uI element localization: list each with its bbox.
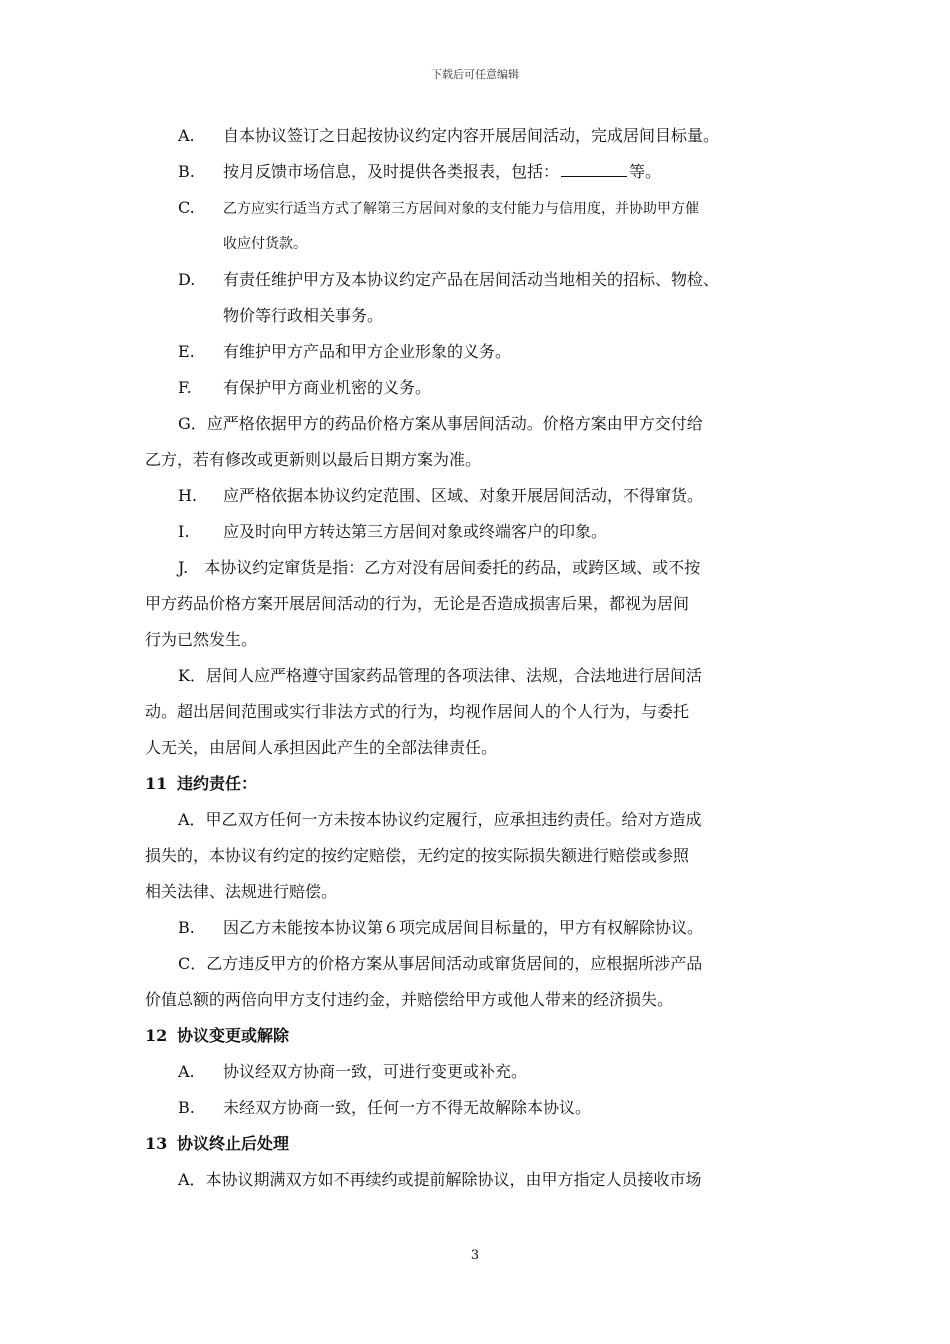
section-title: 协议变更或解除 xyxy=(177,1026,290,1045)
clause-k-continued: 人无关，由居间人承担因此产生的全部法律责任。 xyxy=(145,738,498,757)
breach-clause-a-continued: 相关法律、法规进行赔偿。 xyxy=(145,882,338,901)
clause-text: 未经双方协商一致，任何一方不得无故解除本协议。 xyxy=(223,1098,592,1117)
blank-underline xyxy=(561,162,627,177)
clause-label: B. xyxy=(178,162,195,181)
section-title: 违约责任： xyxy=(177,774,258,793)
section-heading-11 xyxy=(145,766,825,802)
page-number: 3 xyxy=(470,1248,480,1263)
clause-text: 乙方应实行适当方式了解第三方居间对象的支付能力与信用度，并协助甲方催 xyxy=(223,201,699,217)
clause-text-tail: 等。 xyxy=(629,162,662,181)
clause-text: 应严格依据本协议约定范围、区域、对象开展居间活动，不得窜货。 xyxy=(223,486,704,505)
clause-d-continued: 物价等行政相关事务。 xyxy=(223,306,384,325)
clause-label: D. xyxy=(178,270,196,289)
clause-f xyxy=(145,370,825,406)
clause-text: 因乙方未能按本协议第６项完成居间目标量的，甲方有权解除协议。 xyxy=(223,918,704,937)
clause-g: G．应严格依据甲方的药品价格方案从事居间活动。价格方案由甲方交付给 xyxy=(178,414,703,433)
clause-label: A. xyxy=(178,126,195,145)
clause-text: 按月反馈市场信息，及时提供各类报表，包括： xyxy=(223,162,560,181)
clause-text: 有责任维护甲方及本协议约定产品在居间活动当地相关的招标、物检、 xyxy=(223,270,720,289)
clause-k-continued: 动。超出居间范围或实行非法方式的行为，均视作居间人的个人行为，与委托 xyxy=(145,702,690,721)
clause-j: J. 本协议约定窜货是指：乙方对没有居间委托的药品，或跨区域、或不按 xyxy=(178,558,701,577)
document-body xyxy=(145,118,825,1198)
clause-label: C. xyxy=(178,198,195,217)
clause-text: 应及时向甲方转达第三方居间对象或终端客户的印象。 xyxy=(223,522,608,541)
clause-e xyxy=(145,334,825,370)
clause-label: H. xyxy=(178,486,198,505)
section-number: 12 xyxy=(145,1026,168,1045)
clause-text: 协议经双方协商一致，可进行变更或补充。 xyxy=(223,1062,528,1081)
change-clause-a xyxy=(145,1054,825,1090)
change-clause-b xyxy=(145,1090,825,1126)
section-title: 协议终止后处理 xyxy=(177,1134,290,1153)
clause-label: E. xyxy=(178,342,195,361)
clause-c xyxy=(145,190,825,226)
clause-label: A. xyxy=(178,1062,195,1081)
clause-label: B. xyxy=(178,1098,195,1117)
clause-i xyxy=(145,514,825,550)
breach-clause-c: C．乙方违反甲方的价格方案从事居间活动或窜货居间的，应根据所涉产品 xyxy=(178,954,703,973)
clause-a xyxy=(145,118,825,154)
clause-g-continued: 乙方，若有修改或更新则以最后日期方案为准。 xyxy=(145,450,482,469)
clause-text: 有维护甲方产品和甲方企业形象的义务。 xyxy=(223,342,512,361)
breach-clause-a: A．甲乙双方任何一方未按本协议约定履行，应承担违约责任。给对方造成 xyxy=(178,810,702,829)
clause-text: 自本协议签订之日起按协议约定内容开展居间活动，完成居间目标量。 xyxy=(223,126,720,145)
clause-label: F. xyxy=(178,378,192,397)
section-number: 13 xyxy=(145,1134,168,1153)
termination-clause-a: A．本协议期满双方如不再续约或提前解除协议，由甲方指定人员接收市场 xyxy=(178,1170,702,1189)
page-header: 下载后可任意编辑 xyxy=(431,68,519,81)
clause-c-continued: 收应付货款。 xyxy=(223,236,307,252)
section-heading-12 xyxy=(145,1018,825,1054)
breach-clause-c-continued: 价值总额的两倍向甲方支付违约金，并赔偿给甲方或他人带来的经济损失。 xyxy=(145,990,674,1009)
breach-clause-b xyxy=(145,910,825,946)
section-number: 11 xyxy=(145,774,168,793)
clause-d xyxy=(145,262,825,298)
clause-h xyxy=(145,478,825,514)
clause-b xyxy=(145,154,825,190)
clause-j-continued: 行为已然发生。 xyxy=(145,630,258,649)
breach-clause-a-continued: 损失的，本协议有约定的按约定赔偿，无约定的按实际损失额进行赔偿或参照 xyxy=(145,846,690,865)
section-heading-13 xyxy=(145,1126,825,1162)
clause-text: 有保护甲方商业机密的义务。 xyxy=(223,378,432,397)
clause-label: B. xyxy=(178,918,195,937)
clause-label: I. xyxy=(178,522,190,541)
clause-j-continued: 甲方药品价格方案开展居间活动的行为，无论是否造成损害后果，都视为居间 xyxy=(145,594,690,613)
clause-k: K．居间人应严格遵守国家药品管理的各项法律、法规，合法地进行居间活 xyxy=(178,666,702,685)
